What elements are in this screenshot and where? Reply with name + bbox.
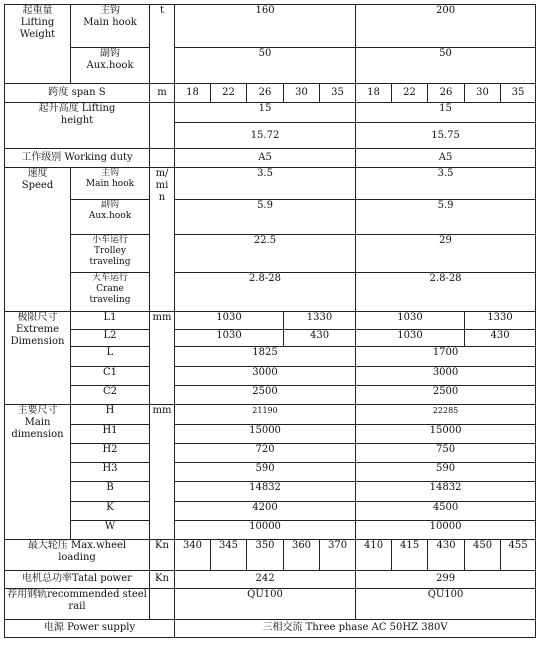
wheel-loading-value: 455 — [501, 540, 536, 570]
lifting-weight-aux-hook-label: 副钩 Aux.hook — [71, 47, 150, 84]
extreme-l1-a2: 1330 — [284, 311, 356, 329]
extreme-l1-b1: 1030 — [356, 311, 465, 329]
extreme-dimension-unit: mm — [150, 311, 175, 404]
span-value: 26 — [247, 84, 284, 102]
extreme-c1-label: C1 — [71, 366, 150, 385]
speed-main-hook-b: 3.5 — [356, 167, 536, 200]
lifting-height-unit — [150, 102, 175, 149]
span-value: 26 — [428, 84, 465, 102]
speed-main-hook-a: 3.5 — [175, 167, 356, 200]
working-duty-b: A5 — [356, 149, 536, 167]
main-dim-h2-b: 750 — [356, 443, 536, 462]
main-dim-h-a: 21190 — [175, 405, 356, 424]
rail-label: 荐用钢轨recommended steel rail — [5, 589, 150, 619]
speed-unit: m/ mi n — [150, 167, 175, 311]
working-duty-unit — [150, 149, 175, 167]
span-unit: m — [150, 84, 175, 102]
main-dim-h-label: H — [71, 405, 150, 424]
span-value: 30 — [465, 84, 501, 102]
main-dim-h3-b: 590 — [356, 463, 536, 482]
main-dim-h3-label: H3 — [71, 463, 150, 482]
speed-main-hook-label: 主钩 Main hook — [71, 167, 150, 200]
crane-spec-table — [4, 4, 536, 638]
total-power-a: 242 — [175, 570, 356, 588]
main-dim-b-a: 14832 — [175, 482, 356, 501]
speed-trolley-a: 22.5 — [175, 234, 356, 273]
speed-trolley-b: 29 — [356, 234, 536, 273]
speed-crane-b: 2.8-28 — [356, 273, 536, 312]
total-power-unit: Kn — [150, 570, 175, 588]
extreme-l2-a2: 430 — [284, 330, 356, 347]
extreme-c1-a: 3000 — [175, 366, 356, 385]
main-dimension-label: 主要尺寸 Main dimension — [5, 405, 71, 540]
extreme-l2-b1: 1030 — [356, 330, 465, 347]
main-dim-k-b: 4500 — [356, 501, 536, 520]
speed-trolley-label: 小车运行 Trolley traveling — [71, 234, 150, 273]
extreme-l2-b2: 430 — [465, 330, 536, 347]
wheel-loading-value: 410 — [356, 540, 392, 570]
wheel-loading-unit: Kn — [150, 540, 175, 570]
span-value: 18 — [356, 84, 392, 102]
span-value: 18 — [175, 84, 211, 102]
span-value: 35 — [320, 84, 356, 102]
wheel-loading-label: 最大轮压 Max.wheel loading — [5, 540, 150, 570]
extreme-l-a: 1825 — [175, 347, 356, 366]
wheel-loading-value: 430 — [428, 540, 465, 570]
main-dim-w-a: 10000 — [175, 520, 356, 539]
main-dim-h1-label: H1 — [71, 424, 150, 443]
lifting-height-main-a: 15 — [175, 102, 356, 122]
extreme-l2-label: L2 — [71, 330, 150, 347]
extreme-l1-b2: 1330 — [465, 311, 536, 329]
lifting-weight-label: 起重量 Lifting Weight — [5, 5, 71, 84]
lifting-weight-aux-b: 50 — [356, 47, 536, 84]
main-dim-k-label: K — [71, 501, 150, 520]
main-dim-h2-a: 720 — [175, 443, 356, 462]
rail-unit — [150, 589, 175, 619]
lifting-weight-unit: t — [150, 5, 175, 84]
wheel-loading-value: 345 — [211, 540, 247, 570]
power-supply-value: 三相交流 Three phase AC 50HZ 380V — [175, 619, 536, 638]
span-value: 22 — [211, 84, 247, 102]
main-dim-h1-a: 15000 — [175, 424, 356, 443]
extreme-c2-label: C2 — [71, 385, 150, 404]
wheel-loading-value: 340 — [175, 540, 211, 570]
speed-aux-hook-label: 副钩 Aux.hook — [71, 200, 150, 235]
main-dim-b-label: B — [71, 482, 150, 501]
power-supply-label: 电源 Power supply — [5, 619, 175, 638]
extreme-dimension-label: 极限尺寸 Extreme Dimension — [5, 311, 71, 404]
span-value: 22 — [392, 84, 428, 102]
extreme-l2-a1: 1030 — [175, 330, 284, 347]
main-dim-h-b: 22285 — [356, 405, 536, 424]
wheel-loading-value: 350 — [247, 540, 284, 570]
lifting-height-aux-a: 15.72 — [175, 122, 356, 148]
lifting-weight-aux-a: 50 — [175, 47, 356, 84]
main-dim-w-label: W — [71, 520, 150, 539]
speed-aux-hook-a: 5.9 — [175, 200, 356, 235]
extreme-c2-a: 2500 — [175, 385, 356, 404]
main-dim-w-b: 10000 — [356, 520, 536, 539]
lifting-weight-main-b: 200 — [356, 5, 536, 48]
main-dim-h2-label: H2 — [71, 443, 150, 462]
span-value: 30 — [284, 84, 320, 102]
main-dim-h3-a: 590 — [175, 463, 356, 482]
speed-crane-label: 大车运行 Crane traveling — [71, 273, 150, 312]
speed-crane-a: 2.8-28 — [175, 273, 356, 312]
wheel-loading-value: 450 — [465, 540, 501, 570]
lifting-weight-main-a: 160 — [175, 5, 356, 48]
extreme-c2-b: 2500 — [356, 385, 536, 404]
working-duty-a: A5 — [175, 149, 356, 167]
wheel-loading-value: 370 — [320, 540, 356, 570]
lifting-height-aux-b: 15.75 — [356, 122, 536, 148]
total-power-label: 电机总功率Tatal power — [5, 570, 150, 588]
main-dim-k-a: 4200 — [175, 501, 356, 520]
extreme-l-b: 1700 — [356, 347, 536, 366]
lifting-weight-main-hook-label: 主钩 Main hook — [71, 5, 150, 48]
total-power-b: 299 — [356, 570, 536, 588]
working-duty-label: 工作级别 Working duty — [5, 149, 150, 167]
rail-b: QU100 — [356, 589, 536, 619]
wheel-loading-value: 360 — [284, 540, 320, 570]
span-label: 跨度 span S — [5, 84, 150, 102]
main-dim-b-b: 14832 — [356, 482, 536, 501]
wheel-loading-value: 415 — [392, 540, 428, 570]
extreme-c1-b: 3000 — [356, 366, 536, 385]
extreme-l-label: L — [71, 347, 150, 366]
speed-label: 速度 Speed — [5, 167, 71, 311]
lifting-height-main-b: 15 — [356, 102, 536, 122]
extreme-l1-label: L1 — [71, 311, 150, 329]
lifting-height-label: 起升高度 Lifting height — [5, 102, 150, 149]
span-value: 35 — [501, 84, 536, 102]
extreme-l1-a1: 1030 — [175, 311, 284, 329]
main-dim-h1-b: 15000 — [356, 424, 536, 443]
main-dimension-unit: mm — [150, 405, 175, 540]
rail-a: QU100 — [175, 589, 356, 619]
speed-aux-hook-b: 5.9 — [356, 200, 536, 235]
